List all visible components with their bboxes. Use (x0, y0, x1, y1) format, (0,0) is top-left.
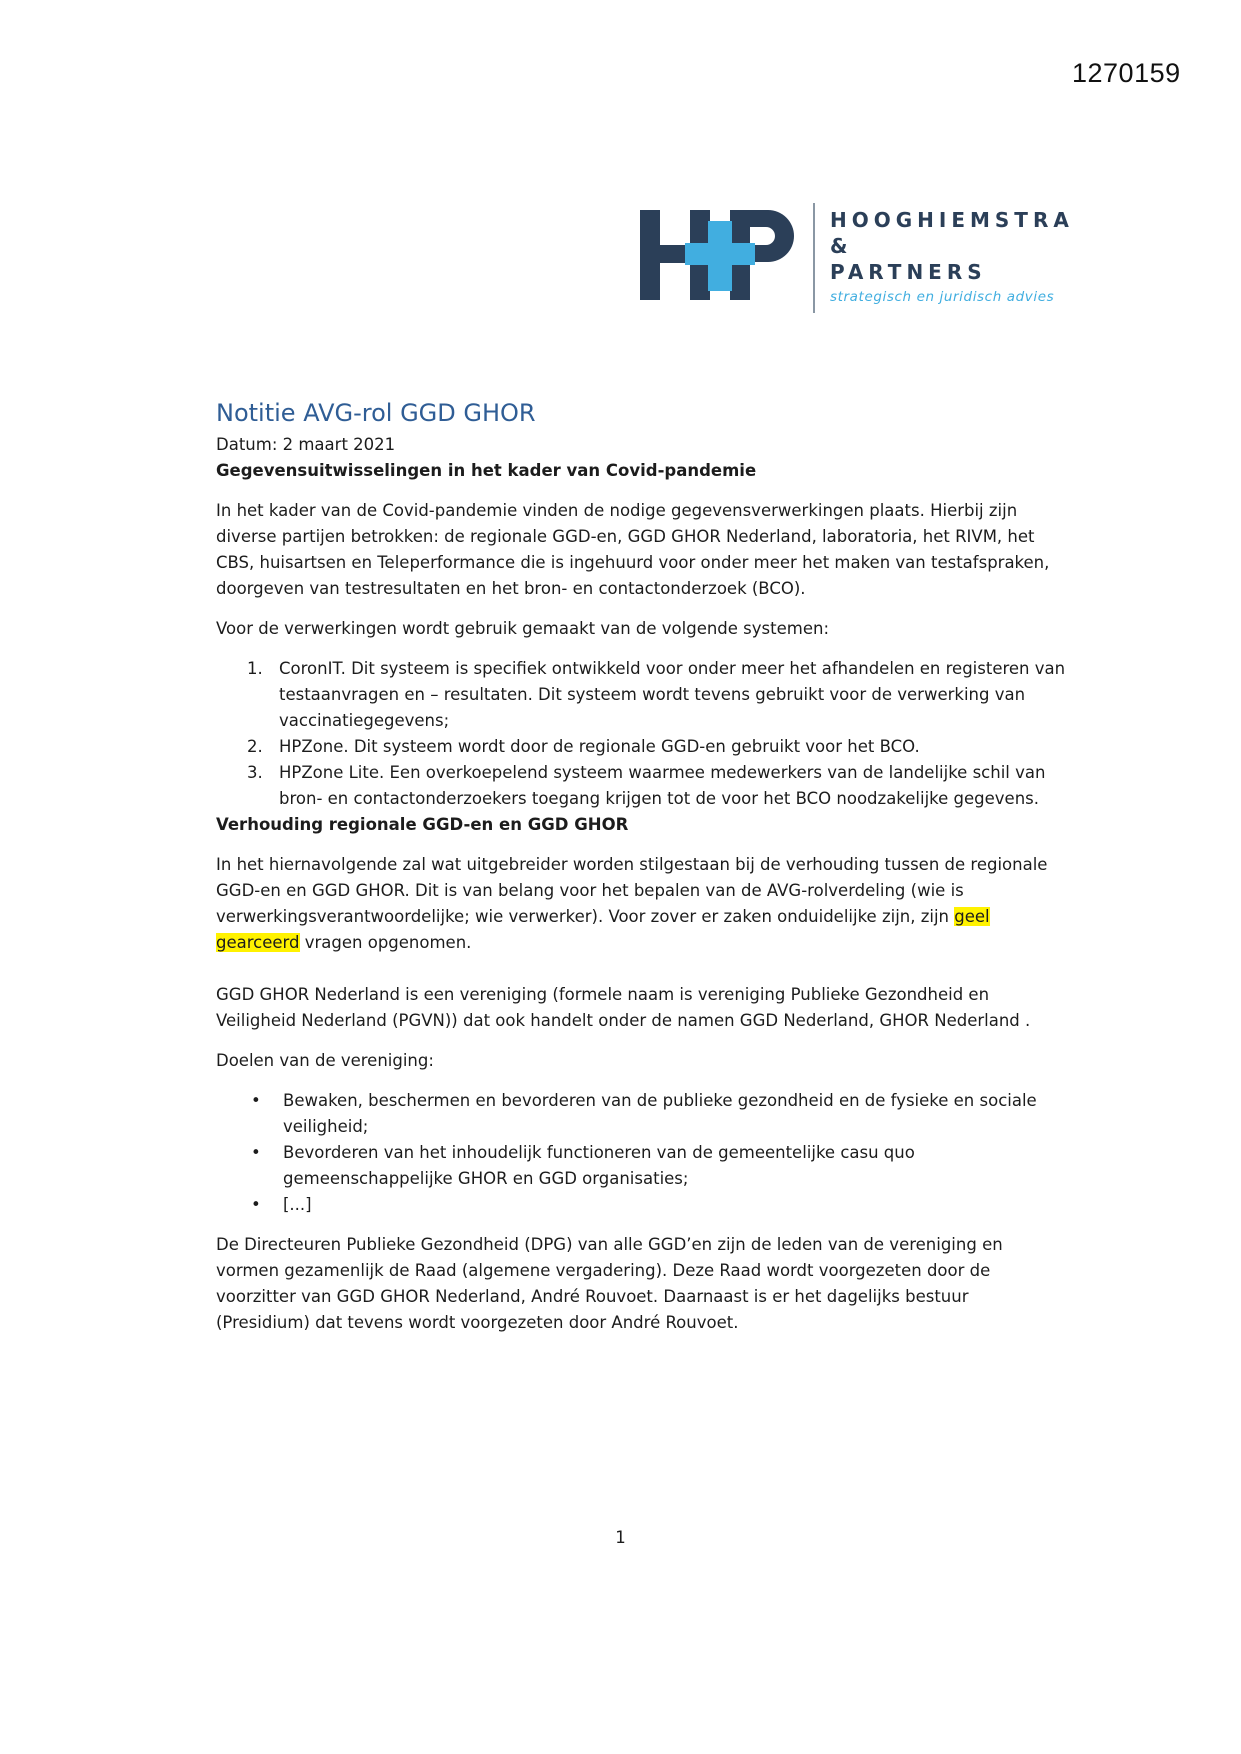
logo-divider (813, 203, 815, 313)
list-number: 3. (247, 763, 263, 782)
logo-line-1: HOOGHIEMSTRA (830, 208, 1074, 232)
list-item-text: Bewaken, beschermen en bevorderen van de publieke gezondheid en de fysieke en sociale veiligheid; (283, 1091, 1037, 1136)
paragraph-dpg: De Directeuren Publieke Gezondheid (DPG) van alle GGD’en zijn de leden van de vereniging en vormen gezamenlijk de Raad (algemene vergadering). Deze Raad wordt voorgezeten door de voorzitter van GGD GHOR Nederland, André Rouvoet. Daarnaast is er het dagelijks bestuur (Presidium) dat tevens wordt voorgezeten door André Rouvoet. (216, 1235, 1003, 1332)
list-item-text: CoronIT. Dit systeem is specifiek ontwikkeld voor onder meer het afhandelen en registeren van testaanvragen en – resultaten. Dit systeem wordt tevens gebruikt voor de verwerking van vaccinatiegegevens; (279, 659, 1066, 730)
list-item (216, 656, 1066, 734)
logo-wordmark (830, 207, 1074, 305)
intro-text-end: vragen opgenomen. (299, 933, 472, 952)
paragraph-parties: In het kader van de Covid-pandemie vinden de nodige gegevensverwerkingen plaats. Hierbij zijn diverse partijen betrokken: de regionale GGD-en, GGD GHOR Nederland, laboratoria, het RIVM, het CBS, huisartsen en Teleperformance die is ingehuurd voor onder meer het maken van testafspraken, doorgeven van testresultaten en het bron- en contactonderzoek (BCO). (216, 501, 1050, 598)
list-item-text: [...] (283, 1195, 312, 1214)
bullet-icon: • (251, 1143, 261, 1162)
document-date: Datum: 2 maart 2021 (216, 435, 396, 454)
document-body (216, 398, 1066, 1336)
goals-list (216, 1088, 1066, 1218)
hp-monogram-icon (640, 205, 800, 305)
document-id: 1270159 (1072, 58, 1181, 88)
intro-text: In het hiernavolgende zal wat uitgebreider worden stilgestaan bij de verhouding tussen de regionale GGD-en en GGD GHOR. Dit is van belang voor het bepalen van de AVG-rolverdeling (wie is verwerkingsverantwoordelijke; wie verwerker). Voor zover er zaken onduidelijke zijn, zijn (216, 855, 1048, 926)
bullet-icon: • (251, 1091, 261, 1110)
list-item (216, 1140, 1066, 1192)
highlighted-text: geel gearceerd (216, 907, 990, 952)
list-item (216, 1192, 1066, 1218)
paragraph-systems-intro: Voor de verwerkingen wordt gebruik gemaakt van de volgende systemen: (216, 619, 829, 638)
goals-label: Doelen van de vereniging: (216, 1051, 434, 1070)
systems-list (216, 656, 1066, 812)
paragraph-relationship-intro (216, 852, 1066, 956)
section-heading-data-exchange: Gegevensuitwisselingen in het kader van Covid-pandemie (216, 461, 757, 480)
page-number: 1 (615, 1528, 626, 1547)
list-item (216, 760, 1066, 812)
logo-line-2: & (830, 234, 853, 258)
bullet-icon: • (251, 1195, 261, 1214)
company-logo (640, 205, 1074, 320)
paragraph-ggd-ghor: GGD GHOR Nederland is een vereniging (formele naam is vereniging Publieke Gezondheid en Veiligheid Nederland (PGVN)) dat ook handelt onder de namen GGD Nederland, GHOR Nederland . (216, 985, 1031, 1030)
list-item (216, 734, 1066, 760)
page-title: Notitie AVG-rol GGD GHOR (216, 399, 536, 427)
list-item-text: HPZone. Dit systeem wordt door de regionale GGD-en gebruikt voor het BCO. (279, 737, 920, 756)
list-number: 2. (247, 737, 263, 756)
logo-tagline: strategisch en juridisch advies (830, 289, 1055, 305)
list-number: 1. (247, 659, 263, 678)
list-item-text: HPZone Lite. Een overkoepelend systeem waarmee medewerkers van de landelijke schil van bron- en contactonderzoekers toegang krijgen tot de voor het BCO noodzakelijke gegevens. (279, 763, 1046, 808)
list-item (216, 1088, 1066, 1140)
section-heading-relationship: Verhouding regionale GGD-en en GGD GHOR (216, 815, 629, 834)
logo-line-3: PARTNERS (830, 260, 987, 284)
list-item-text: Bevorderen van het inhoudelijk functioneren van de gemeentelijke casu quo gemeenschappelijke GHOR en GGD organisaties; (283, 1143, 915, 1188)
